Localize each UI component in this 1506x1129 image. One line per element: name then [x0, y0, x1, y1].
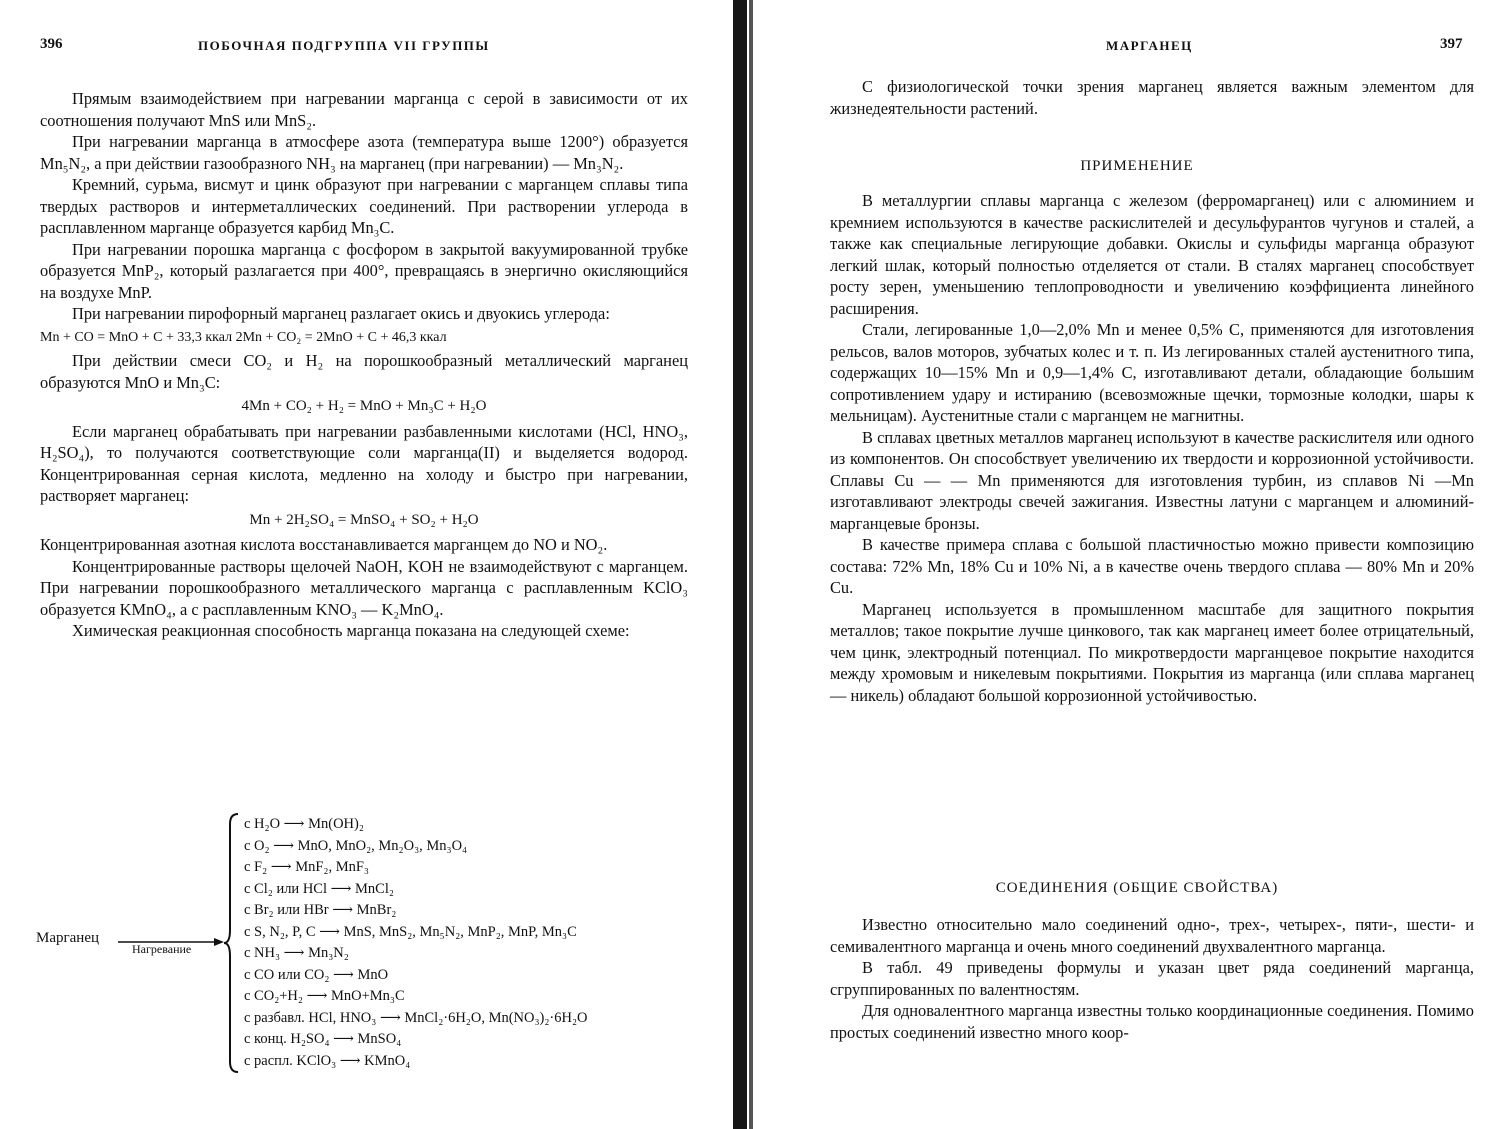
scheme-item: с H₂O ⟶ Mn(OH)₂ — [244, 816, 364, 832]
book-spine-edge — [749, 0, 753, 1129]
running-head: ПОБОЧНАЯ ПОДГРУППА VII ГРУППЫ — [198, 38, 490, 53]
scheme-item: с O₂ ⟶ MnO, MnO₂, Mn₂O₃, Mn₃O₄ — [244, 837, 468, 854]
page-number: 396 — [40, 36, 63, 52]
curly-brace-icon — [222, 812, 242, 1074]
section-2-text — [830, 914, 1474, 1043]
section-1-text — [830, 190, 1474, 706]
intro-text — [830, 76, 1474, 119]
scheme-item: с распл. KClO₃ ⟶ KMnO₄ — [244, 1052, 411, 1069]
left-body-text — [40, 88, 688, 642]
paragraph: Прямым взаимодействием при нагревании марганца с серой в зависимости от их соотношения получают MnS или MnS₂. — [40, 89, 688, 130]
reaction-scheme — [36, 812, 730, 1082]
scheme-subject: Марганец — [36, 930, 100, 946]
paragraph: С физиологической точки зрения марганец является важным элементом для жизнедеятельности растений. — [830, 77, 1474, 118]
running-head: МАРГАНЕЦ — [1106, 38, 1193, 53]
paragraph: В металлургии сплавы марганца с железом (ферромарганец) или с алюминием и кремнием используются в качестве раскислителей и десульфурантов чугунов и сталей, а также как специальные легирующие добавки. Окислы и сульфиды марганца образуют легкий шлак, который полностью отделяется от стали. В сталях марганец способствует росту зерен, уменьшению теплопроводности и увеличению коэффициента линейного расширения. — [830, 191, 1474, 318]
paragraph: При нагревании порошка марганца с фосфором в закрытой вакуумированной трубке образуется MnP₂, который разлагается при 400°, превращаясь в энергично окисляющийся на воздухе MnP. — [40, 239, 688, 302]
paragraph: Кремний, сурьма, висмут и цинк образуют при нагревании с марганцем сплавы типа твердых растворов и интерметаллических соединений. При растворении углерода в расплавленном марганце образуется карбид Mn₃C. — [40, 175, 688, 237]
scheme-item: с CO₂+H₂ ⟶ MnO+Mn₃C — [244, 988, 405, 1004]
left-page — [0, 0, 730, 1129]
paragraph: Известно относительно мало соединений одно-, трех-, четырех-, пяти-, шести- и семивалентного марганца и очень много соединений двухвалентного марганца. — [830, 915, 1474, 956]
scheme-item: с S, N₂, P, C ⟶ MnS, MnS₂, Mn₅N₂, MnP₂, MnP, Mn₃C — [244, 923, 577, 940]
scheme-item: с CO или CO₂ ⟶ MnO — [244, 966, 389, 983]
scheme-item: с NH₃ ⟶ Mn₃N₂ — [244, 945, 349, 961]
scheme-item: с F₂ ⟶ MnF₂, MnF₃ — [244, 859, 369, 875]
paragraph: В качестве примера сплава с большой пластичностью можно привести композицию состава: 72% Mn, 18% Cu и 10% Ni, а в качестве очень твердого сплава — 80% Mn и 20% Cu. — [830, 535, 1474, 597]
right-page — [768, 0, 1506, 1129]
page-number: 397 — [1440, 36, 1463, 52]
paragraph: При нагревании марганца в атмосфере азота (температура выше 1200°) образуется Mn₅N₂, а при действии газообразного NH₃ на марганец (при нагревании) — Mn₃N₂. — [40, 132, 688, 173]
paragraph: В табл. 49 приведены формулы и указан цвет ряда соединений марганца, сгруппированных по валентностям. — [830, 958, 1474, 999]
scheme-item: с конц. H₂SO₄ ⟶ MnSO₄ — [244, 1031, 402, 1047]
paragraph: Стали, легированные 1,0—2,0% Mn и менее 0,5% C, применяются для изготовления рельсов, валов моторов, зубчатых колес и т. п. Из легированных сталей аустенитного типа, содержащих 10—15% Mn и 0,9—1,4% C, изготавливают детали, обладающие большим сопротивлением удару и истиранию (всевозможные щечки, тормозные колодки, шары к мельницам). Аустенитные стали с марганцем не магнитны. — [830, 320, 1474, 425]
scheme-item: с Br₂ или HBr ⟶ MnBr₂ — [244, 902, 397, 918]
scheme-item: с разбавл. HCl, HNO₃ ⟶ MnCl₂·6H₂O, Mn(NO₃)₂·6H₂O — [244, 1009, 588, 1026]
paragraph: При действии смеси CO₂ и H₂ на порошкообразный металлический марганец образуются MnO и Mn₃C: — [40, 351, 688, 392]
paragraph: Химическая реакционная способность марганца показана на следующей схеме: — [72, 621, 630, 640]
paragraph: При нагревании пирофорный марганец разлагает окись и двуокись углерода: — [72, 304, 610, 323]
paragraph: Если марганец обрабатывать при нагревании разбавленными кислотами (HCl, HNO₃, H₂SO₄), то получаются соответствующие соли марганца(II) и выделяется водород. Концентрированная серная кислота, медленно на холоду и быстро при нагревании, растворяет марганец: — [40, 421, 688, 505]
scheme-condition: Нагревание — [132, 942, 192, 956]
scheme-reactions — [244, 814, 588, 1072]
book-spine — [733, 0, 747, 1129]
equation: Mn + 2H₂SO₄ = MnSO₄ + SO₂ + H₂O — [249, 511, 479, 528]
paragraph: Концентрированная азотная кислота восстанавливается марганцем до NO и NO₂. — [40, 535, 608, 554]
paragraph: Концентрированные растворы щелочей NaOH, KOH не взаимодействуют с марганцем. При нагревании порошкообразного металлического марганца с расплавленным KClO₃ образуется KMnO₄, а с расплавленным KNO₃ — K₂MnO₄. — [40, 556, 688, 619]
scheme-item: с Cl₂ или HCl ⟶ MnCl₂ — [244, 880, 394, 897]
section-title: СОЕДИНЕНИЯ (ОБЩИЕ СВОЙСТВА) — [995, 880, 1279, 896]
equation: 4Mn + CO₂ + H₂ = MnO + Mn₃C + H₂O — [241, 398, 487, 414]
equation: Mn + CO = MnO + C + 33,3 ккал 2Mn + CO₂ = 2MnO + C + 46,3 ккал — [40, 329, 447, 345]
paragraph: Марганец используется в промышленном масштабе для защитного покрытия металлов; такое покрытие лучше цинкового, так как марганец имеет более отрицательный, чем цинк, электродный потенциал. По микротвердости марганцевое покрытие находится между хромовым и никелевым покрытиями. Покрытия из марганца (или сплава марганец — никель) обладают большой коррозионной устойчивостью. — [830, 599, 1474, 705]
section-title: ПРИМЕНЕНИЕ — [1080, 158, 1194, 174]
paragraph: В сплавах цветных металлов марганец используют в качестве раскислителя или одного из компонентов. Он способствует увеличению их твердости и коррозионной устойчивости. Сплавы Cu — — Mn применяются для изготовления турбин, из сплавов Ni —Mn изготавливают электроды свечей зажигания. Известны латуни с марганцем и алюминий-марганцевые бронзы. — [830, 427, 1474, 533]
paragraph: Для одновалентного марганца известны только координационные соединения. Помимо простых соединений известно много коор- — [830, 1001, 1474, 1042]
